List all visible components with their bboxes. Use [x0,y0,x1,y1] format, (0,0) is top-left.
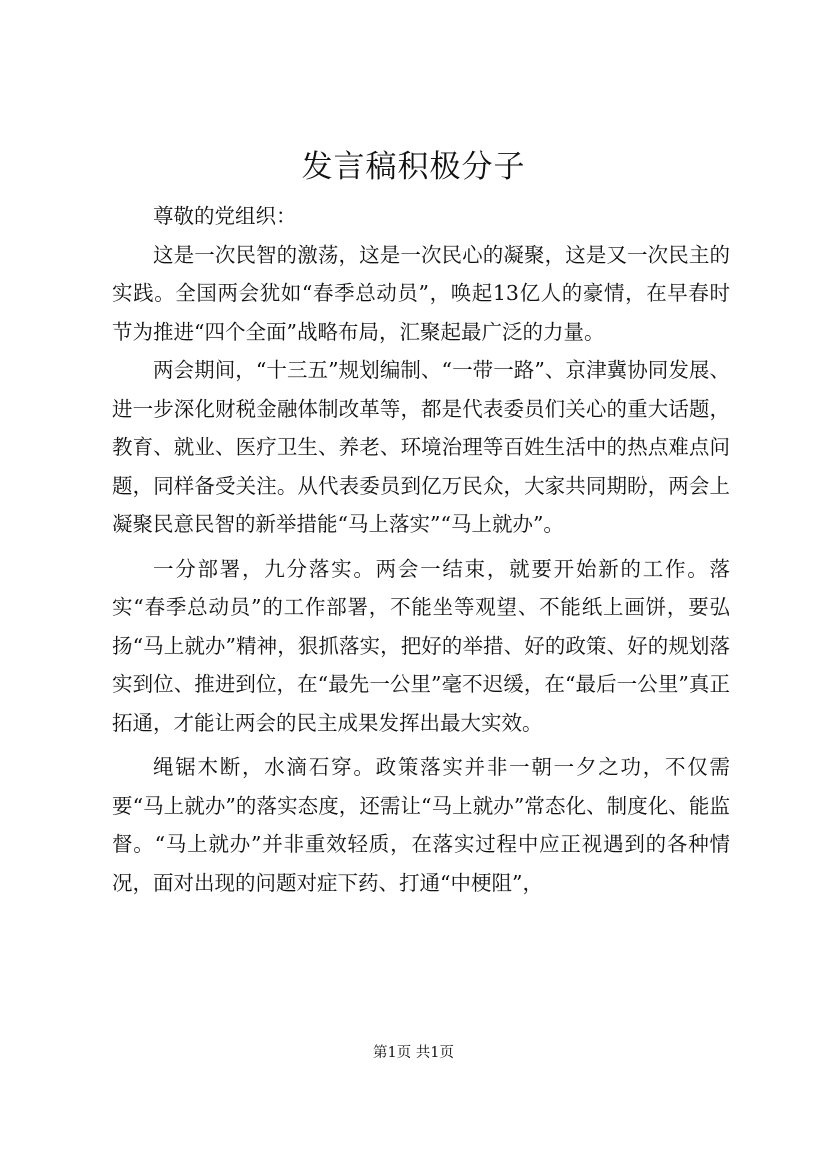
body-paragraph-1: 这是一次民智的激荡，这是一次民心的凝聚，这是又一次民主的实践。全国两会犹如“春季总动员”，唤起13亿人的豪情，在早春时节为推进“四个全面”战略布局，汇聚起最广泛的力量。 [112,242,730,344]
body-paragraph-3: 一分部署，九分落实。两会一结束，就要开始新的工作。落实“春季总动员”的工作部署，不能坐等观望、不能纸上画饼，要弘扬“马上就办”精神，狠抓落实，把好的举措、好的政策、好的规划落实到位、推进到位，在“最先一公里”毫不迟缓，在“最后一公里”真正拓通，才能让两会的民主成果发挥出最大实效。 [112,556,730,735]
body-paragraph-4: 绳锯木断，水滴石穿。政策落实并非一朝一夕之功，不仅需要“马上就办”的落实态度，还需让“马上就办”常态化、制度化、能监督。“马上就办”并非重效轻质，在落实过程中应正视遇到的各种情况，面对出现的问题对症下药、打通“中梗阻”， [112,755,730,895]
salutation-paragraph: 尊敬的党组织： [153,204,297,228]
page-number-footer: 第1页 共1页 [372,1045,455,1061]
document-body [112,197,730,902]
document-title: 发言稿积极分子 [301,149,526,185]
body-paragraph-2: 两会期间，“十三五”规划编制、“一带一路”、京津冀协同发展、进一步深化财税金融体制改革等，都是代表委员们关心的重大话题，教育、就业、医疗卫生、养老、环境治理等百姓生活中的热点难点问题，同样备受关注。从代表委员到亿万民众，大家共同期盼，两会上凝聚民意民智的新举措能“马上落实”“马上就办”。 [112,358,730,536]
